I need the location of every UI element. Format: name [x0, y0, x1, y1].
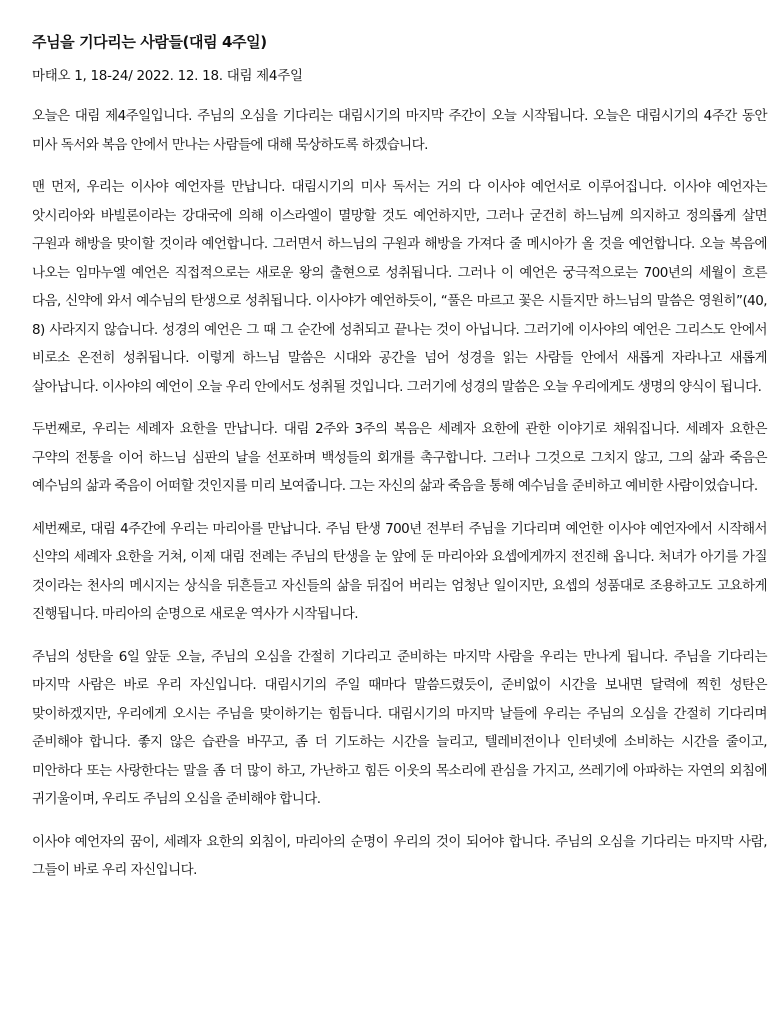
paragraph-conclusion: 이사야 예언자의 꿈이, 세례자 요한의 외침이, 마리아의 순명이 우리의 것이 되어야 합니다. 주님의 오심을 기다리는 마지막 사람, 그들이 바로 우리 자신입니다. [32, 833, 767, 878]
paragraph-john-baptist: 두번째로, 우리는 세례자 요한을 만납니다. 대림 2주와 3주의 복음은 세례자 요한에 관한 이야기로 채워집니다. 세례자 요한은 구약의 전통을 이어 하느님 심판의 날을 선포하며 백성들의 회개를 촉구합니다. 그러나 그것으로 그치지 않고, 그의 삶과 죽음은 예수님의 삶과 죽음이 어떠할 것인지를 미리 보여줍니다. 그는 자신의 삶과 죽음을 통해 예수님을 준비하고 예비한 사람이었습니다. [32, 421, 767, 494]
paragraph-ourselves: 주님의 성탄을 6일 앞둔 오늘, 주님의 오심을 간절히 기다리고 준비하는 마지막 사람을 우리는 만나게 됩니다. 주님을 기다리는 마지막 사람은 바로 우리 자신입니다. 대림시기의 주일 때마다 말씀드렸듯이, 준비없이 시간을 보내면 달력에 찍힌 성탄은 맞이하겠지만, 우리에게 오시는 주님을 맞이하기는 힘듭니다. 대림시기의 마지막 날들에 우리는 주님의 오심을 간절히 기다리며 준비해야 합니다. 좋지 않은 습관을 바꾸고, 좀 더 기도하는 시간을 늘리고, 텔레비전이나 인터넷에 소비하는 시간을 줄이고, 미안하다 또는 사랑한다는 말을 좀 더 많이 하고, 가난하고 힘든 이웃의 목소리에 관심을 가지고, 쓰레기에 아파하는 자연의 외침에 귀기울이며, 우리도 주님의 오심을 준비해야 합니다. [32, 648, 767, 807]
document-subtitle: 마태오 1, 18-24/ 2022. 12. 18. 대림 제4주일 [32, 68, 303, 84]
paragraph-intro: 오늘은 대림 제4주일입니다. 주님의 오심을 기다리는 대림시기의 마지막 주간이 오늘 시작됩니다. 오늘은 대림시기의 4주간 동안 미사 독서와 복음 안에서 만나는 사람들에 대해 묵상하도록 하겠습니다. [32, 108, 767, 153]
document-title: 주님을 기다리는 사람들(대림 4주일) [32, 33, 267, 51]
paragraph-isaiah: 맨 먼저, 우리는 이사야 예언자를 만납니다. 대림시기의 미사 독서는 거의 다 이사야 예언서로 이루어집니다. 이사야 예언자는 앗시리아와 바빌론이라는 강대국에 의해 이스라엘이 멸망할 것도 예언하지만, 그러나 굳건히 하느님께 의지하고 정의롭게 살면 구원과 해방을 맞이할 것이라 예언합니다. 그러면서 하느님의 구원과 해방을 가져다 줄 메시아가 올 것을 예언합니다. 오늘 복음에 나오는 임마누엘 예언은 직접적으로는 새로운 왕의 출현으로 성취됩니다. 그러나 이 예언은 궁극적으로는 700년의 세월이 흐른 다음, 신약에 와서 예수님의 탄생으로 성취됩니다. 이사야가 예언하듯이, “풀은 마르고 꽃은 시들지만 하느님의 말씀은 영원히”(40, 8) 사라지지 않습니다. 성경의 예언은 그 때 그 순간에 성취되고 끝나는 것이 아닙니다. 그러기에 이사야의 예언은 그리스도 안에서 비로소 온전히 성취됩니다. 이렇게 하느님 말씀은 시대와 공간을 넘어 성경을 읽는 사람들 안에서 새롭게 자라나고 새롭게 살아납니다. 이사야의 예언이 오늘 우리 안에서도 성취될 것입니다. 그러기에 성경의 말씀은 오늘 우리에게도 생명의 양식이 됩니다. [32, 179, 767, 395]
paragraph-mary: 세번째로, 대림 4주간에 우리는 마리아를 만납니다. 주님 탄생 700년 전부터 주님을 기다리며 예언한 이사야 예언자에서 시작해서 신약의 세례자 요한을 거쳐, 이제 대림 전례는 주님의 탄생을 눈 앞에 둔 마리아와 요셉에게까지 전진해 옵니다. 처녀가 아기를 가질 것이라는 천사의 메시지는 상식을 뒤흔들고 자신들의 삶을 뒤집어 버리는 엄청난 일이지만, 요셉의 성품대로 조용하고도 고요하게 진행됩니다. 마리아의 순명으로 새로운 역사가 시작됩니다. [32, 520, 767, 622]
